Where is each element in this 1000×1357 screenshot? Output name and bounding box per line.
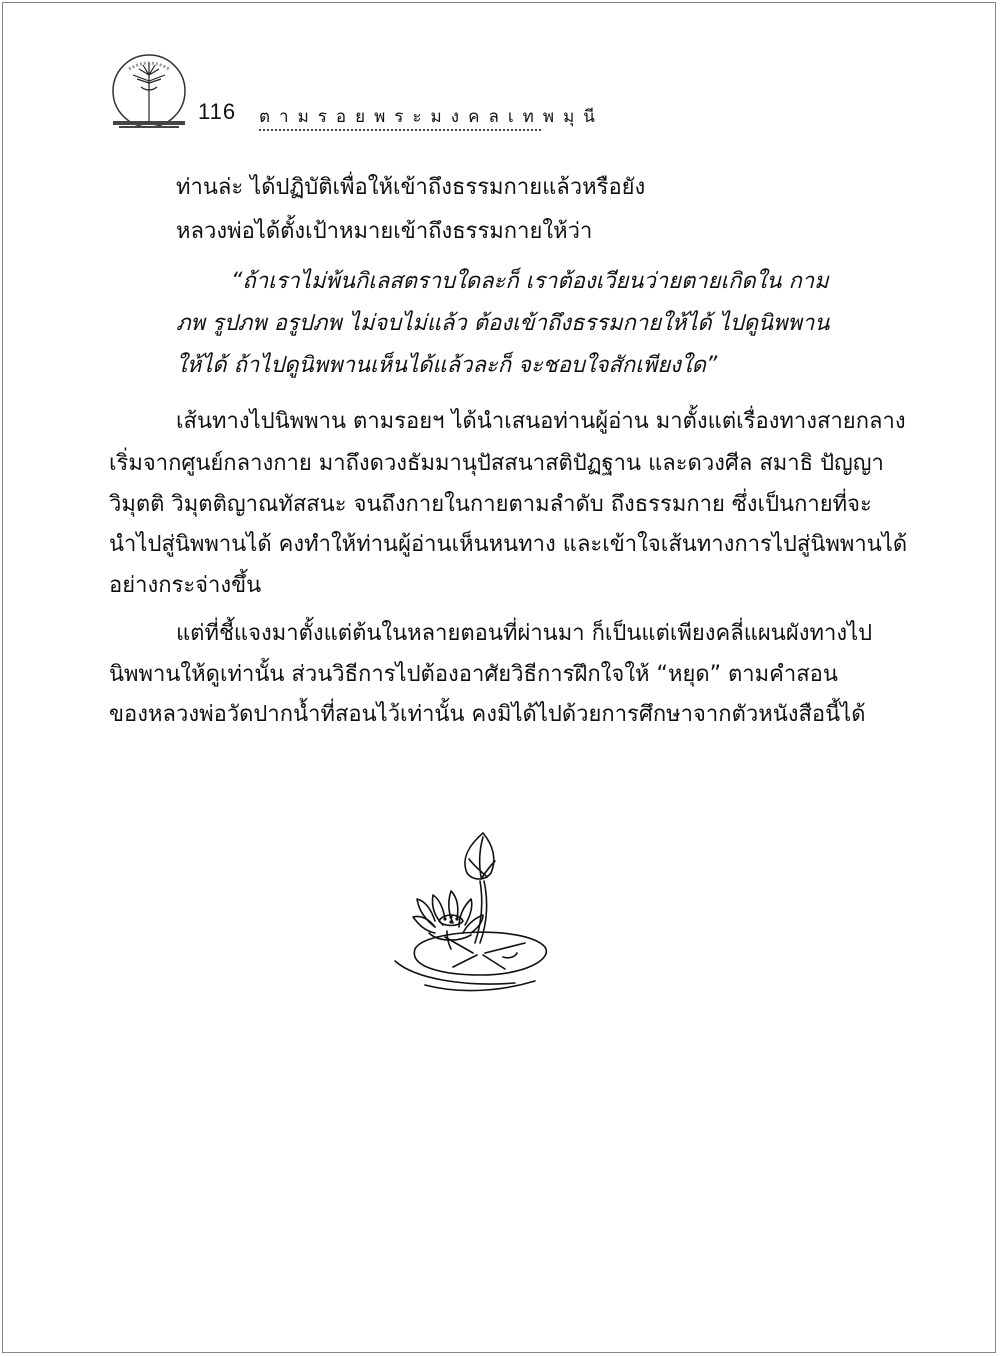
paragraph-3-line-3: ของหลวงพ่อวัดปากน้ำที่สอนไว้เท่านั้น คงมิได้ไปด้วยการศึกษาจากตัวหนังสือนี้ได้ [109,702,866,727]
lotus-pond-illustration-icon [385,829,565,1009]
page [2,2,996,1353]
paragraph-2-line-4: นำไปสู่นิพพานได้ คงทำให้ท่านผู้อ่านเห็นหนทาง และเข้าใจเส้นทางการไปสู่นิพพานได้ [109,532,908,557]
paragraph-2-line-1: เส้นทางไปนิพพาน ตามรอยฯ ได้นำเสนอท่านผู้อ่าน มาตั้งแต่เรื่องทางสายกลาง [176,409,906,434]
quote-line-3: ให้ได้ ถ้าไปดูนิพพานเห็นได้แล้วละก็ จะชอบใจสักเพียงใด” [176,353,718,378]
paragraph-2-line-2: เริ่มจากศูนย์กลางกาย มาถึงดวงธัมมานุปัสสนาสติปัฏฐาน และดวงศีล สมาธิ ปัญญา [109,451,884,476]
lotus-emblem-icon [103,47,195,139]
quote-line-1: “ถ้าเราไม่พ้นกิเลสตราบใดละก็ เราต้องเวียนว่ายตายเกิดใน กาม [231,269,829,294]
quote-line-2: ภพ รูปภพ อรูปภพ ไม่จบไม่แล้ว ต้องเข้าถึงธรรมกายให้ได้ ไปดูนิพพาน [176,311,830,336]
paragraph-2-line-5: อย่างกระจ่างขึ้น [109,573,262,598]
body-line-2: หลวงพ่อได้ตั้งเป้าหมายเข้าถึงธรรมกายให้ว่า [176,219,593,244]
body-line-1: ท่านล่ะ ได้ปฏิบัติเพื่อให้เข้าถึงธรรมกายแล้วหรือยัง [176,175,646,200]
title-dotted-rule [259,125,541,131]
running-title: ตามรอยพระมงคลเทพมุนี [259,107,604,127]
paragraph-2-line-3: วิมุตติ วิมุตติญาณทัสสนะ จนถึงกายในกายตามลำดับ ถึงธรรมกาย ซึ่งเป็นกายที่จะ [109,492,872,517]
page-number: 116 [198,99,237,124]
paragraph-3-line-1: แต่ที่ชี้แจงมาตั้งแต่ต้นในหลายตอนที่ผ่านมา ก็เป็นแต่เพียงคลี่แผนผังทางไป [176,621,873,646]
paragraph-3-line-2: นิพพานให้ดูเท่านั้น ส่วนวิธีการไปต้องอาศัยวิธีการฝึกใจให้ “หยุด” ตามคำสอน [109,662,838,687]
